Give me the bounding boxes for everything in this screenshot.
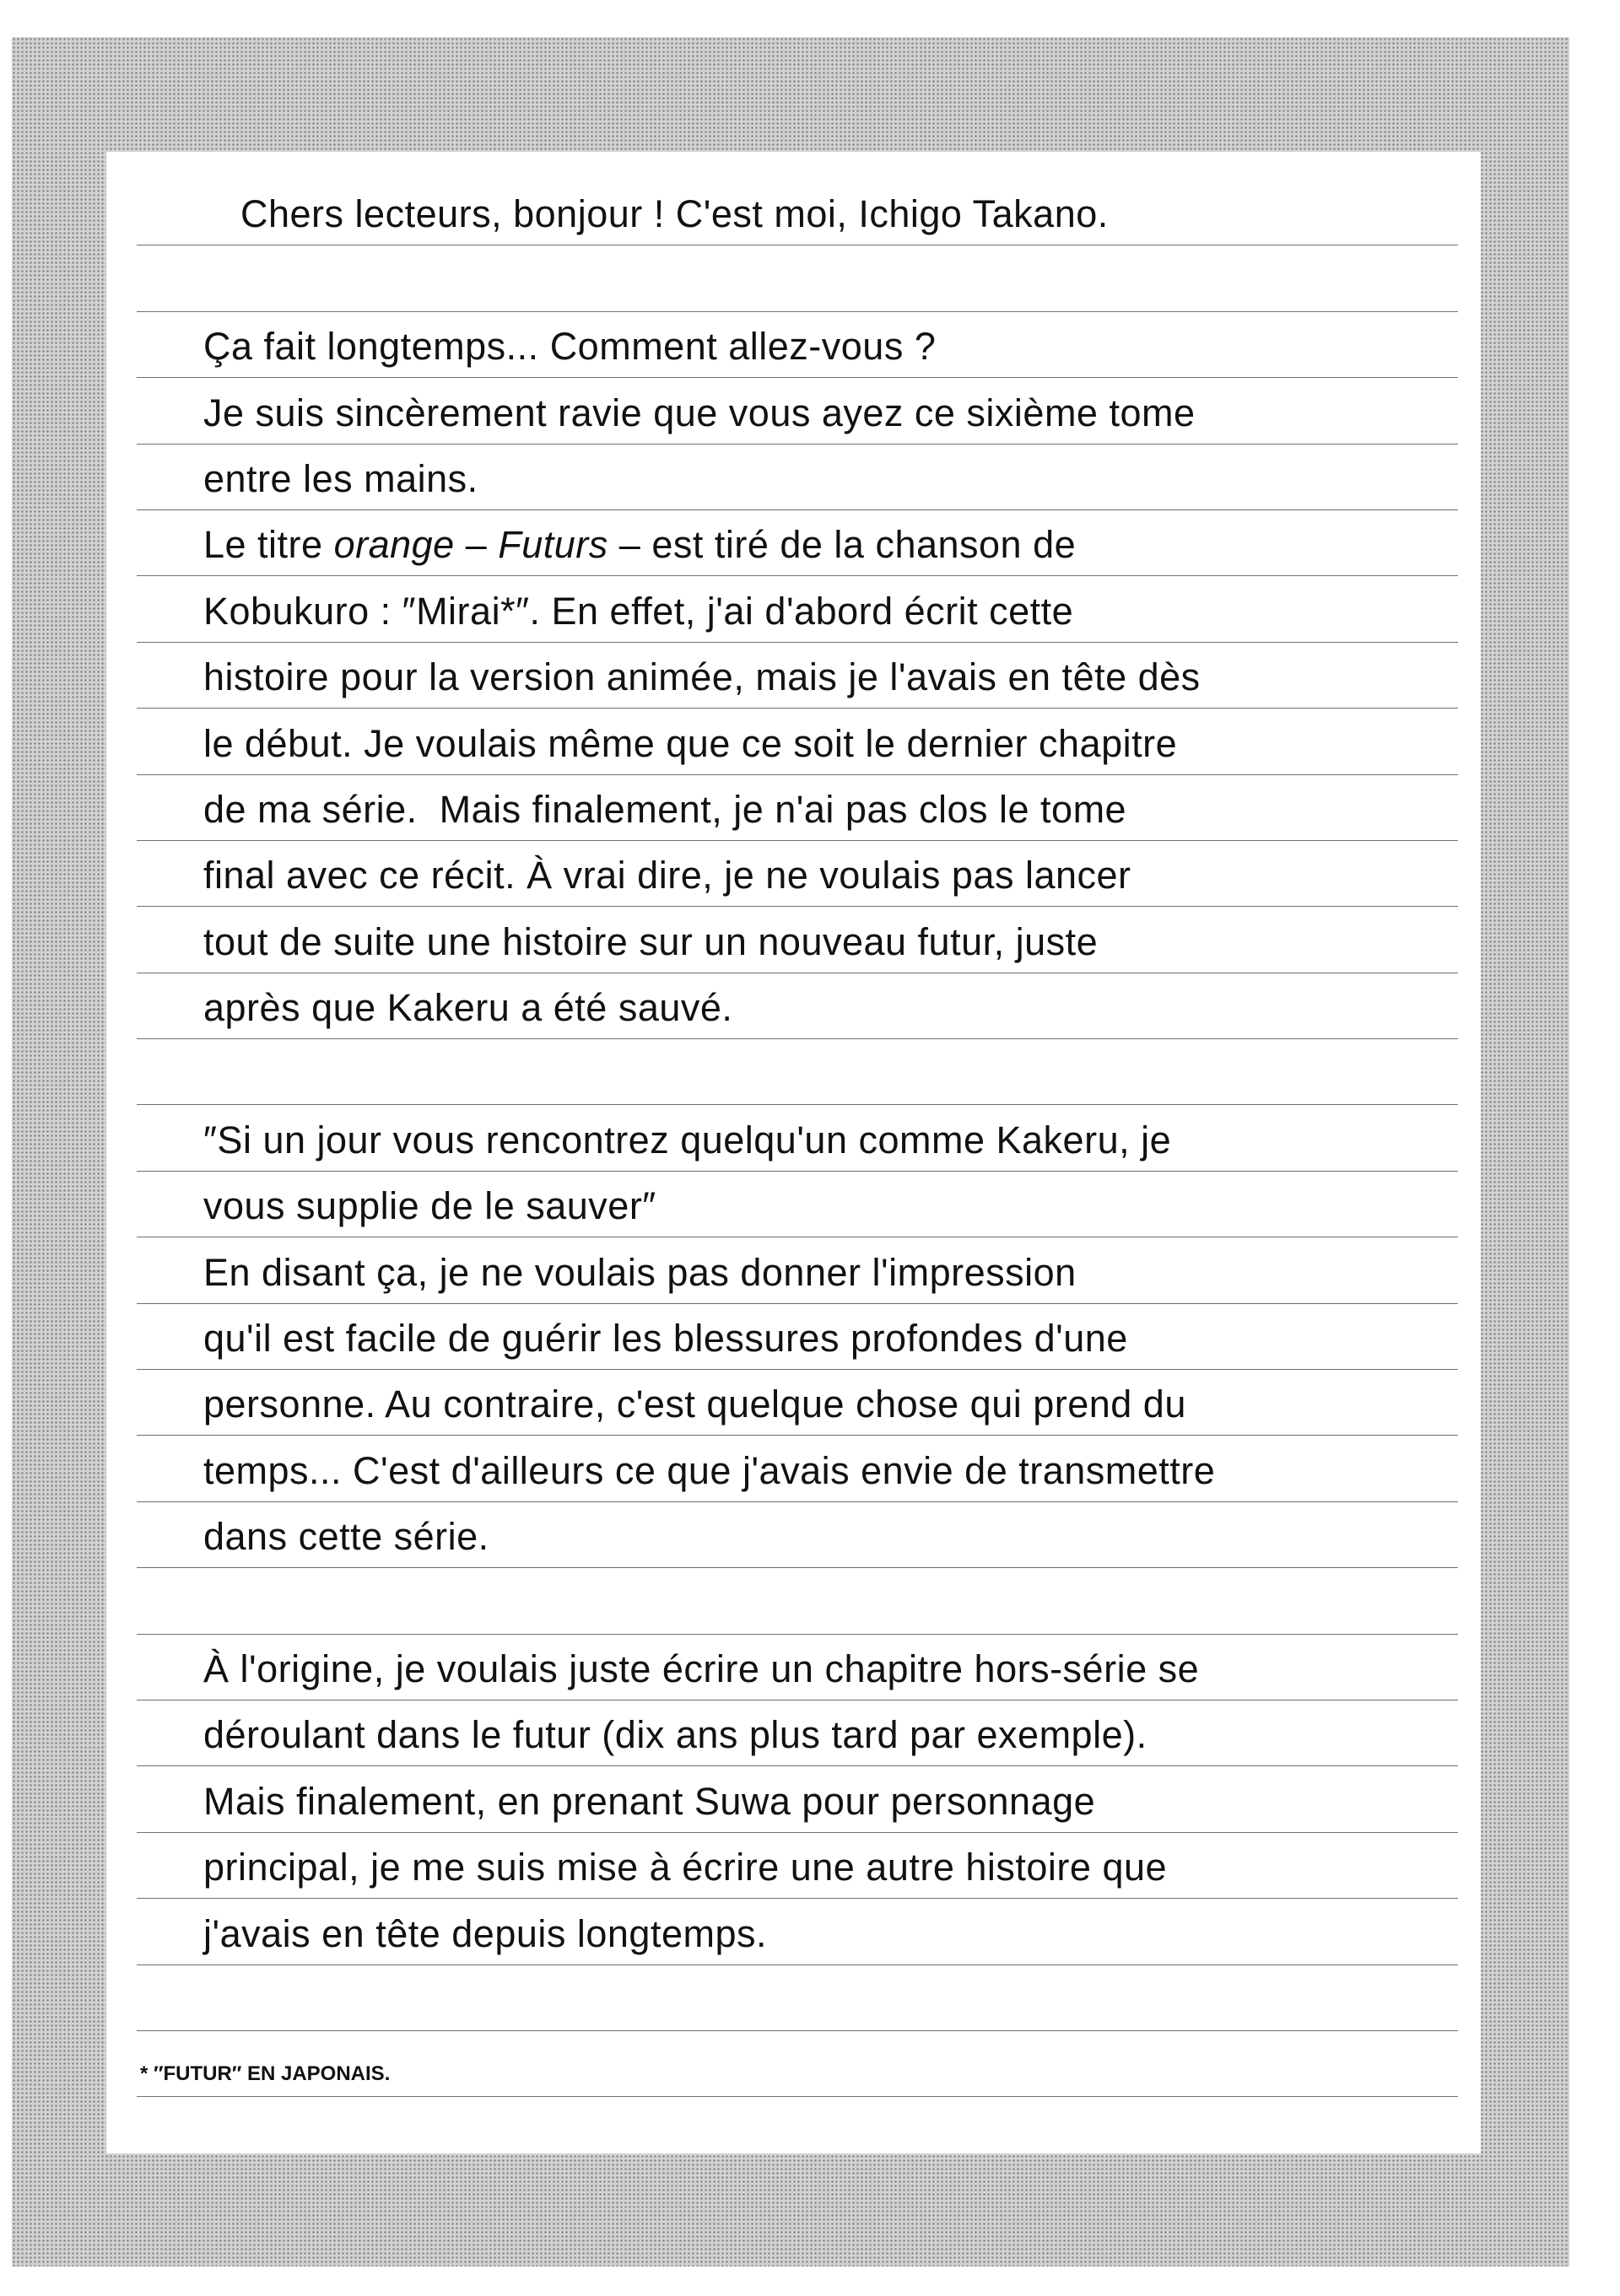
- letter-text-line: tout de suite une histoire sur un nouveau futur, juste: [203, 919, 1099, 963]
- letter-text-line: À l'origine, je voulais juste écrire un chapitre hors-série se: [203, 1647, 1200, 1690]
- ruled-line: [137, 907, 1458, 973]
- letter-text-line: Ça fait longtemps... Comment allez-vous ?: [203, 325, 937, 369]
- ruled-line: [137, 841, 1458, 907]
- ruled-line: [137, 1700, 1458, 1766]
- letter-text-line: ″Si un jour vous rencontrez quelqu'un comme Kakeru, je: [203, 1118, 1172, 1161]
- ruled-lines: [137, 180, 1458, 2097]
- letter-text-line: histoire pour la version animée, mais je l'avais en tête dès: [203, 655, 1201, 699]
- ruled-line: [137, 1635, 1458, 1700]
- ruled-line: [137, 312, 1458, 378]
- letter-text-line: déroulant dans le futur (dix ans plus tard par exemple).: [203, 1713, 1148, 1757]
- footnote-row: [137, 2031, 1458, 2097]
- ruled-line: [137, 1899, 1458, 1965]
- letter-text-line: Mais finalement, en prenant Suwa pour personnage: [203, 1779, 1096, 1823]
- ruled-line: [137, 1172, 1458, 1237]
- italic-title-text: orange: [333, 523, 455, 567]
- ruled-line: [137, 1436, 1458, 1501]
- letter-title-row: [137, 180, 1458, 245]
- ruled-line: [137, 1105, 1458, 1171]
- ruled-line: [137, 1304, 1458, 1370]
- letter-text-line: j'avais en tête depuis longtemps.: [203, 1911, 767, 1955]
- text-segment: Le titre: [203, 523, 334, 567]
- ruled-line: [137, 1766, 1458, 1832]
- letter-text-line: dans cette série.: [203, 1515, 489, 1559]
- ruled-line: [137, 1039, 1458, 1105]
- footnote: * ″FUTUR″ EN JAPONAIS.: [140, 2062, 391, 2086]
- letter-text-line: entre les mains.: [203, 456, 478, 500]
- letter-text-line: vous supplie de le sauver″: [203, 1184, 656, 1228]
- ruled-line: [137, 709, 1458, 774]
- letter-text-line: [203, 523, 1076, 567]
- letter-text-line: le début. Je voulais même que ce soit le dernier chapitre: [203, 721, 1178, 765]
- ruled-line: [137, 973, 1458, 1039]
- italic-title-text: Futurs: [498, 523, 608, 567]
- letter-text-line: Kobukuro : ″Mirai*″. En effet, j'ai d'abord écrit cette: [203, 589, 1074, 633]
- letter-text-line: après que Kakeru a été sauvé.: [203, 986, 733, 1030]
- letter-text-line: Je suis sincèrement ravie que vous ayez ce sixième tome: [203, 391, 1196, 434]
- ruled-line: [137, 1965, 1458, 2031]
- ruled-line: [137, 1237, 1458, 1303]
- letter-text-line: personne. Au contraire, c'est quelque chose qui prend du: [203, 1382, 1186, 1426]
- ruled-line: [137, 643, 1458, 709]
- ruled-line: [137, 245, 1458, 311]
- letter-text-line: principal, je me suis mise à écrire une autre histoire que: [203, 1846, 1168, 1889]
- ruled-line: [137, 445, 1458, 510]
- letter-text-line: qu'il est facile de guérir les blessures profondes d'une: [203, 1317, 1128, 1361]
- text-segment: – est tiré de la chanson de: [608, 523, 1077, 567]
- letter-text-line: temps... C'est d'ailleurs ce que j'avais envie de transmettre: [203, 1448, 1216, 1492]
- ruled-line: [137, 510, 1458, 576]
- ruled-line: [137, 576, 1458, 642]
- ruled-line: [137, 1502, 1458, 1568]
- ruled-line: [137, 1568, 1458, 1634]
- letter-text-line: En disant ça, je ne voulais pas donner l'impression: [203, 1250, 1077, 1294]
- letter-text-line: final avec ce récit. À vrai dire, je ne voulais pas lancer: [203, 854, 1131, 897]
- ruled-line: [137, 378, 1458, 444]
- ruled-line: [137, 1833, 1458, 1899]
- letter-title: Chers lecteurs, bonjour ! C'est moi, Ichigo Takano.: [240, 192, 1109, 236]
- text-segment: –: [454, 523, 499, 567]
- letter-text-line: de ma série. Mais finalement, je n'ai pas clos le tome: [203, 787, 1127, 831]
- ruled-line: [137, 1370, 1458, 1436]
- ruled-line: [137, 775, 1458, 841]
